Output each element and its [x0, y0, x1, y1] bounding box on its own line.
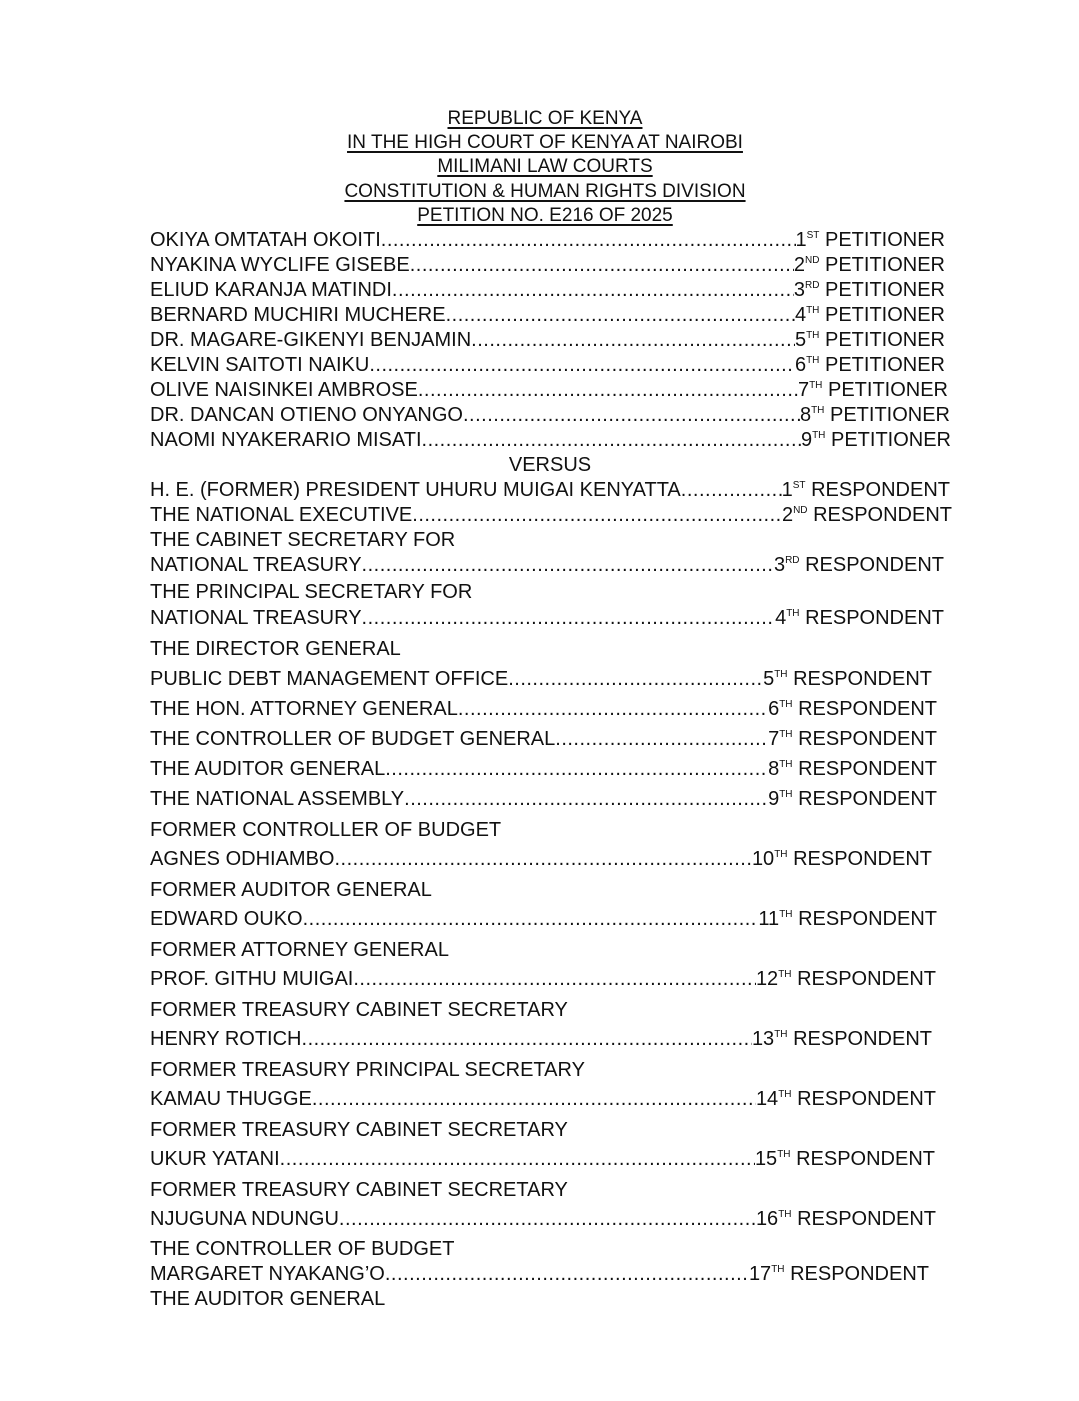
role-label: RESPONDENT: [797, 1088, 936, 1110]
respondent-designation: [774, 553, 944, 577]
respondent-designation: [782, 478, 950, 502]
petitioner-name: OKIYA OMTATAH OKOITI: [150, 229, 381, 251]
petitioner-designation: [795, 303, 945, 327]
petitioner-name: ELIUD KARANJA MATINDI: [150, 279, 392, 301]
dot-leader: [353, 967, 756, 991]
respondent-name: NATIONAL TREASURY: [150, 607, 362, 629]
dot-leader: [303, 907, 759, 931]
respondent-office-label: THE CABINET SECRETARY FOR: [150, 529, 456, 551]
ordinal-suffix: TH: [779, 909, 793, 920]
ordinal-number: 2: [793, 254, 805, 276]
dot-leader: [471, 328, 795, 352]
versus-label: VERSUS: [508, 454, 592, 476]
ordinal-suffix: ND: [793, 505, 808, 516]
respondent-row: [150, 1262, 929, 1286]
ordinal-number: 13: [751, 1028, 775, 1050]
ordinal-number: 16: [755, 1208, 779, 1230]
ordinal-number: 9: [800, 429, 813, 451]
respondent-row: [150, 1087, 936, 1111]
ordinal-suffix: TH: [806, 330, 820, 341]
dot-leader: [681, 478, 782, 502]
ordinal-number: 8: [799, 404, 812, 426]
ordinal-number: 15: [754, 1148, 778, 1170]
role-label: RESPONDENT: [796, 1148, 935, 1170]
ordinal-number: 6: [794, 354, 807, 376]
ordinal-suffix: TH: [809, 380, 823, 391]
respondent-office-label: FORMER TREASURY CABINET SECRETARY: [150, 1179, 568, 1201]
respondent-designation: [752, 847, 932, 871]
respondent-designation: [768, 787, 937, 811]
respondent-name: UKUR YATANI: [150, 1148, 280, 1170]
role-label: PETITIONER: [824, 279, 945, 301]
ordinal-suffix: TH: [778, 1089, 792, 1100]
heading-petition-number: PETITION NO. E216 OF 2025: [417, 204, 673, 226]
respondent-designation: [756, 1207, 936, 1231]
petitioner-designation: [800, 403, 950, 427]
petitioner-name: OLIVE NAISINKEI AMBROSE: [150, 379, 418, 401]
dot-leader: [463, 403, 800, 427]
ordinal-suffix: TH: [774, 849, 788, 860]
role-label: RESPONDENT: [793, 668, 932, 690]
case-heading: [0, 107, 1079, 228]
dot-leader: [339, 1207, 756, 1231]
dot-leader: [412, 503, 782, 527]
heading-division: CONSTITUTION & HUMAN RIGHTS DIVISION: [344, 180, 746, 202]
respondent-office-label: FORMER CONTROLLER OF BUDGET: [150, 819, 502, 841]
dot-leader: [362, 553, 774, 577]
petitioner-row: [150, 378, 948, 402]
respondent-office-label: FORMER TREASURY CABINET SECRETARY: [150, 1119, 568, 1141]
role-label: PETITIONER: [829, 404, 950, 426]
respondent-designation: [768, 697, 937, 721]
ordinal-number: 6: [768, 698, 780, 720]
role-label: RESPONDENT: [793, 1028, 932, 1050]
ordinal-suffix: RD: [785, 555, 800, 566]
respondent-designation: [755, 1147, 935, 1171]
respondent-office-label: THE DIRECTOR GENERAL: [150, 638, 401, 660]
respondent-name: PUBLIC DEBT MANAGEMENT OFFICE: [150, 668, 509, 690]
respondent-row: [150, 1027, 932, 1051]
ordinal-suffix: TH: [778, 969, 792, 980]
respondent-office-label: THE PRINCIPAL SECRETARY FOR: [150, 581, 473, 603]
petitioner-row: [150, 253, 945, 277]
respondent-row: [150, 1147, 935, 1171]
dot-leader: [422, 428, 801, 452]
respondent-designation: [749, 1262, 929, 1286]
petitioner-name: NYAKINA WYCLIFE GISEBE: [150, 254, 410, 276]
respondent-row: [150, 727, 937, 751]
heading-law-courts: MILIMANI LAW COURTS: [437, 156, 653, 178]
respondent-name: KAMAU THUGGE: [150, 1088, 312, 1110]
dot-leader: [446, 303, 795, 327]
ordinal-suffix: TH: [774, 669, 788, 680]
role-label: PETITIONER: [824, 254, 945, 276]
role-label: RESPONDENT: [798, 908, 937, 930]
respondent-designation: [758, 907, 937, 931]
dot-leader: [392, 278, 794, 302]
petitioner-name: NAOMI NYAKERARIO MISATI: [150, 429, 422, 451]
role-label: RESPONDENT: [805, 607, 944, 629]
ordinal-number: 1: [781, 479, 793, 501]
ordinal-suffix: RD: [804, 280, 820, 291]
ordinal-number: 12: [755, 968, 779, 990]
respondent-name: HENRY ROTICH: [150, 1028, 302, 1050]
role-label: RESPONDENT: [793, 848, 932, 870]
role-label: RESPONDENT: [790, 1263, 929, 1285]
role-label: RESPONDENT: [798, 758, 937, 780]
ordinal-number: 3: [793, 279, 805, 301]
ordinal-number: 5: [763, 668, 775, 690]
petitioner-designation: [794, 253, 945, 277]
ordinal-number: 11: [758, 908, 780, 930]
respondent-designation: [782, 503, 952, 527]
petitioner-name: DR. DANCAN OTIENO ONYANGO: [150, 404, 463, 426]
respondent-name: AGNES ODHIAMBO: [150, 848, 335, 870]
petitioner-designation: [798, 378, 948, 402]
respondent-name: NJUGUNA NDUNGU: [150, 1208, 339, 1230]
heading-court: IN THE HIGH COURT OF KENYA AT NAIROBI: [347, 132, 743, 154]
respondent-row: [150, 907, 937, 931]
respondent-office-label: FORMER TREASURY PRINCIPAL SECRETARY: [150, 1059, 585, 1081]
ordinal-number: 2: [781, 504, 794, 526]
petitioner-name: BERNARD MUCHIRI MUCHERE: [150, 304, 446, 326]
ordinal-number: 4: [775, 607, 787, 629]
petitioner-row: [150, 228, 945, 252]
ordinal-suffix: TH: [779, 699, 793, 710]
respondent-designation: [752, 1027, 932, 1051]
respondent-office-label: FORMER ATTORNEY GENERAL: [150, 939, 449, 961]
ordinal-suffix: TH: [778, 1209, 792, 1220]
dot-leader: [404, 787, 768, 811]
ordinal-number: 8: [768, 758, 780, 780]
respondent-row: [150, 478, 950, 502]
ordinal-suffix: TH: [786, 608, 800, 619]
role-label: PETITIONER: [824, 229, 945, 251]
ordinal-suffix: TH: [811, 405, 825, 416]
ordinal-number: 9: [768, 788, 780, 810]
ordinal-suffix: TH: [806, 305, 820, 316]
respondent-office-label: FORMER TREASURY CABINET SECRETARY: [150, 999, 568, 1021]
respondent-row: [150, 967, 936, 991]
respondent-designation: [763, 667, 932, 691]
petitioner-row: [150, 428, 951, 452]
ordinal-number: 17: [748, 1263, 772, 1285]
ordinal-number: 10: [751, 848, 775, 870]
role-label: RESPONDENT: [813, 504, 952, 526]
respondent-row: [150, 553, 944, 577]
petitioner-row: [150, 278, 945, 302]
respondent-row: [150, 503, 952, 527]
dot-leader: [555, 727, 768, 751]
ordinal-suffix: ST: [806, 230, 820, 241]
role-label: PETITIONER: [824, 354, 945, 376]
ordinal-suffix: ST: [792, 480, 806, 491]
petitioner-row: [150, 303, 945, 327]
role-label: RESPONDENT: [811, 479, 950, 501]
petitioner-name: KELVIN SAITOTI NAIKU: [150, 354, 370, 376]
trailing-office-label: THE AUDITOR GENERAL: [150, 1288, 386, 1310]
petitioner-row: [150, 403, 950, 427]
respondent-name: NATIONAL TREASURY: [150, 554, 362, 576]
ordinal-suffix: TH: [779, 759, 793, 770]
respondent-name: PROF. GITHU MUIGAI: [150, 968, 354, 990]
respondent-name: THE NATIONAL EXECUTIVE: [150, 504, 413, 526]
respondent-row: [150, 667, 932, 691]
petitioner-designation: [795, 328, 945, 352]
ordinal-suffix: TH: [779, 789, 793, 800]
respondent-name: EDWARD OUKO: [150, 908, 303, 930]
dot-leader: [334, 847, 751, 871]
role-label: PETITIONER: [827, 379, 948, 401]
role-label: RESPONDENT: [797, 968, 936, 990]
respondent-row: [150, 1207, 936, 1231]
role-label: PETITIONER: [824, 329, 945, 351]
ordinal-number: 14: [755, 1088, 779, 1110]
dot-leader: [312, 1087, 756, 1111]
heading-republic: REPUBLIC OF KENYA: [447, 108, 643, 129]
respondent-designation: [756, 967, 936, 991]
respondent-name: THE CONTROLLER OF BUDGET GENERAL: [150, 728, 556, 750]
ordinal-number: 7: [768, 728, 780, 750]
ordinal-suffix: TH: [774, 1029, 788, 1040]
role-label: PETITIONER: [824, 304, 945, 326]
respondent-designation: [775, 606, 944, 630]
respondent-designation: [768, 727, 937, 751]
respondent-designation: [768, 757, 937, 781]
ordinal-number: 4: [794, 304, 807, 326]
petitioner-row: [150, 328, 945, 352]
dot-leader: [385, 1262, 749, 1286]
petitioner-row: [150, 353, 945, 377]
petitioner-designation: [795, 353, 945, 377]
petitioner-designation: [801, 428, 951, 452]
role-label: RESPONDENT: [805, 554, 944, 576]
role-label: RESPONDENT: [798, 728, 937, 750]
ordinal-suffix: TH: [777, 1149, 791, 1160]
respondent-designation: [756, 1087, 936, 1111]
ordinal-number: 3: [773, 554, 786, 576]
petitioner-name: DR. MAGARE-GIKENYI BENJAMIN: [150, 329, 472, 351]
respondent-name: MARGARET NYAKANG’O: [150, 1263, 385, 1285]
dot-leader: [508, 667, 763, 691]
role-label: RESPONDENT: [797, 1208, 936, 1230]
respondent-row: [150, 757, 937, 781]
role-label: RESPONDENT: [798, 698, 937, 720]
ordinal-number: 1: [795, 229, 807, 251]
dot-leader: [385, 757, 768, 781]
dot-leader: [410, 253, 794, 277]
ordinal-suffix: ND: [804, 255, 820, 266]
ordinal-suffix: TH: [806, 355, 820, 366]
ordinal-suffix: TH: [779, 729, 793, 740]
dot-leader: [302, 1027, 752, 1051]
respondent-row: [150, 606, 944, 630]
respondent-name: THE HON. ATTORNEY GENERAL: [150, 698, 458, 720]
dot-leader: [458, 697, 768, 721]
dot-leader: [369, 353, 795, 377]
ordinal-number: 5: [794, 329, 807, 351]
dot-leader: [418, 378, 798, 402]
respondent-row: [150, 697, 937, 721]
respondent-row: [150, 787, 937, 811]
ordinal-number: 7: [797, 379, 810, 401]
role-label: RESPONDENT: [798, 788, 937, 810]
ordinal-suffix: TH: [812, 430, 826, 441]
dot-leader: [381, 228, 796, 252]
respondent-name: THE AUDITOR GENERAL: [150, 758, 386, 780]
respondent-name: THE NATIONAL ASSEMBLY: [150, 788, 405, 810]
respondent-row: [150, 847, 932, 871]
respondent-office-label: THE CONTROLLER OF BUDGET: [150, 1238, 455, 1260]
respondent-office-label: FORMER AUDITOR GENERAL: [150, 879, 432, 901]
petitioner-designation: [796, 228, 945, 252]
role-label: PETITIONER: [830, 429, 951, 451]
respondent-name: H. E. (FORMER) PRESIDENT UHURU MUIGAI KENYATTA: [150, 479, 681, 501]
ordinal-suffix: TH: [771, 1264, 785, 1275]
dot-leader: [362, 606, 776, 630]
dot-leader: [280, 1147, 755, 1171]
petitioner-designation: [794, 278, 945, 302]
